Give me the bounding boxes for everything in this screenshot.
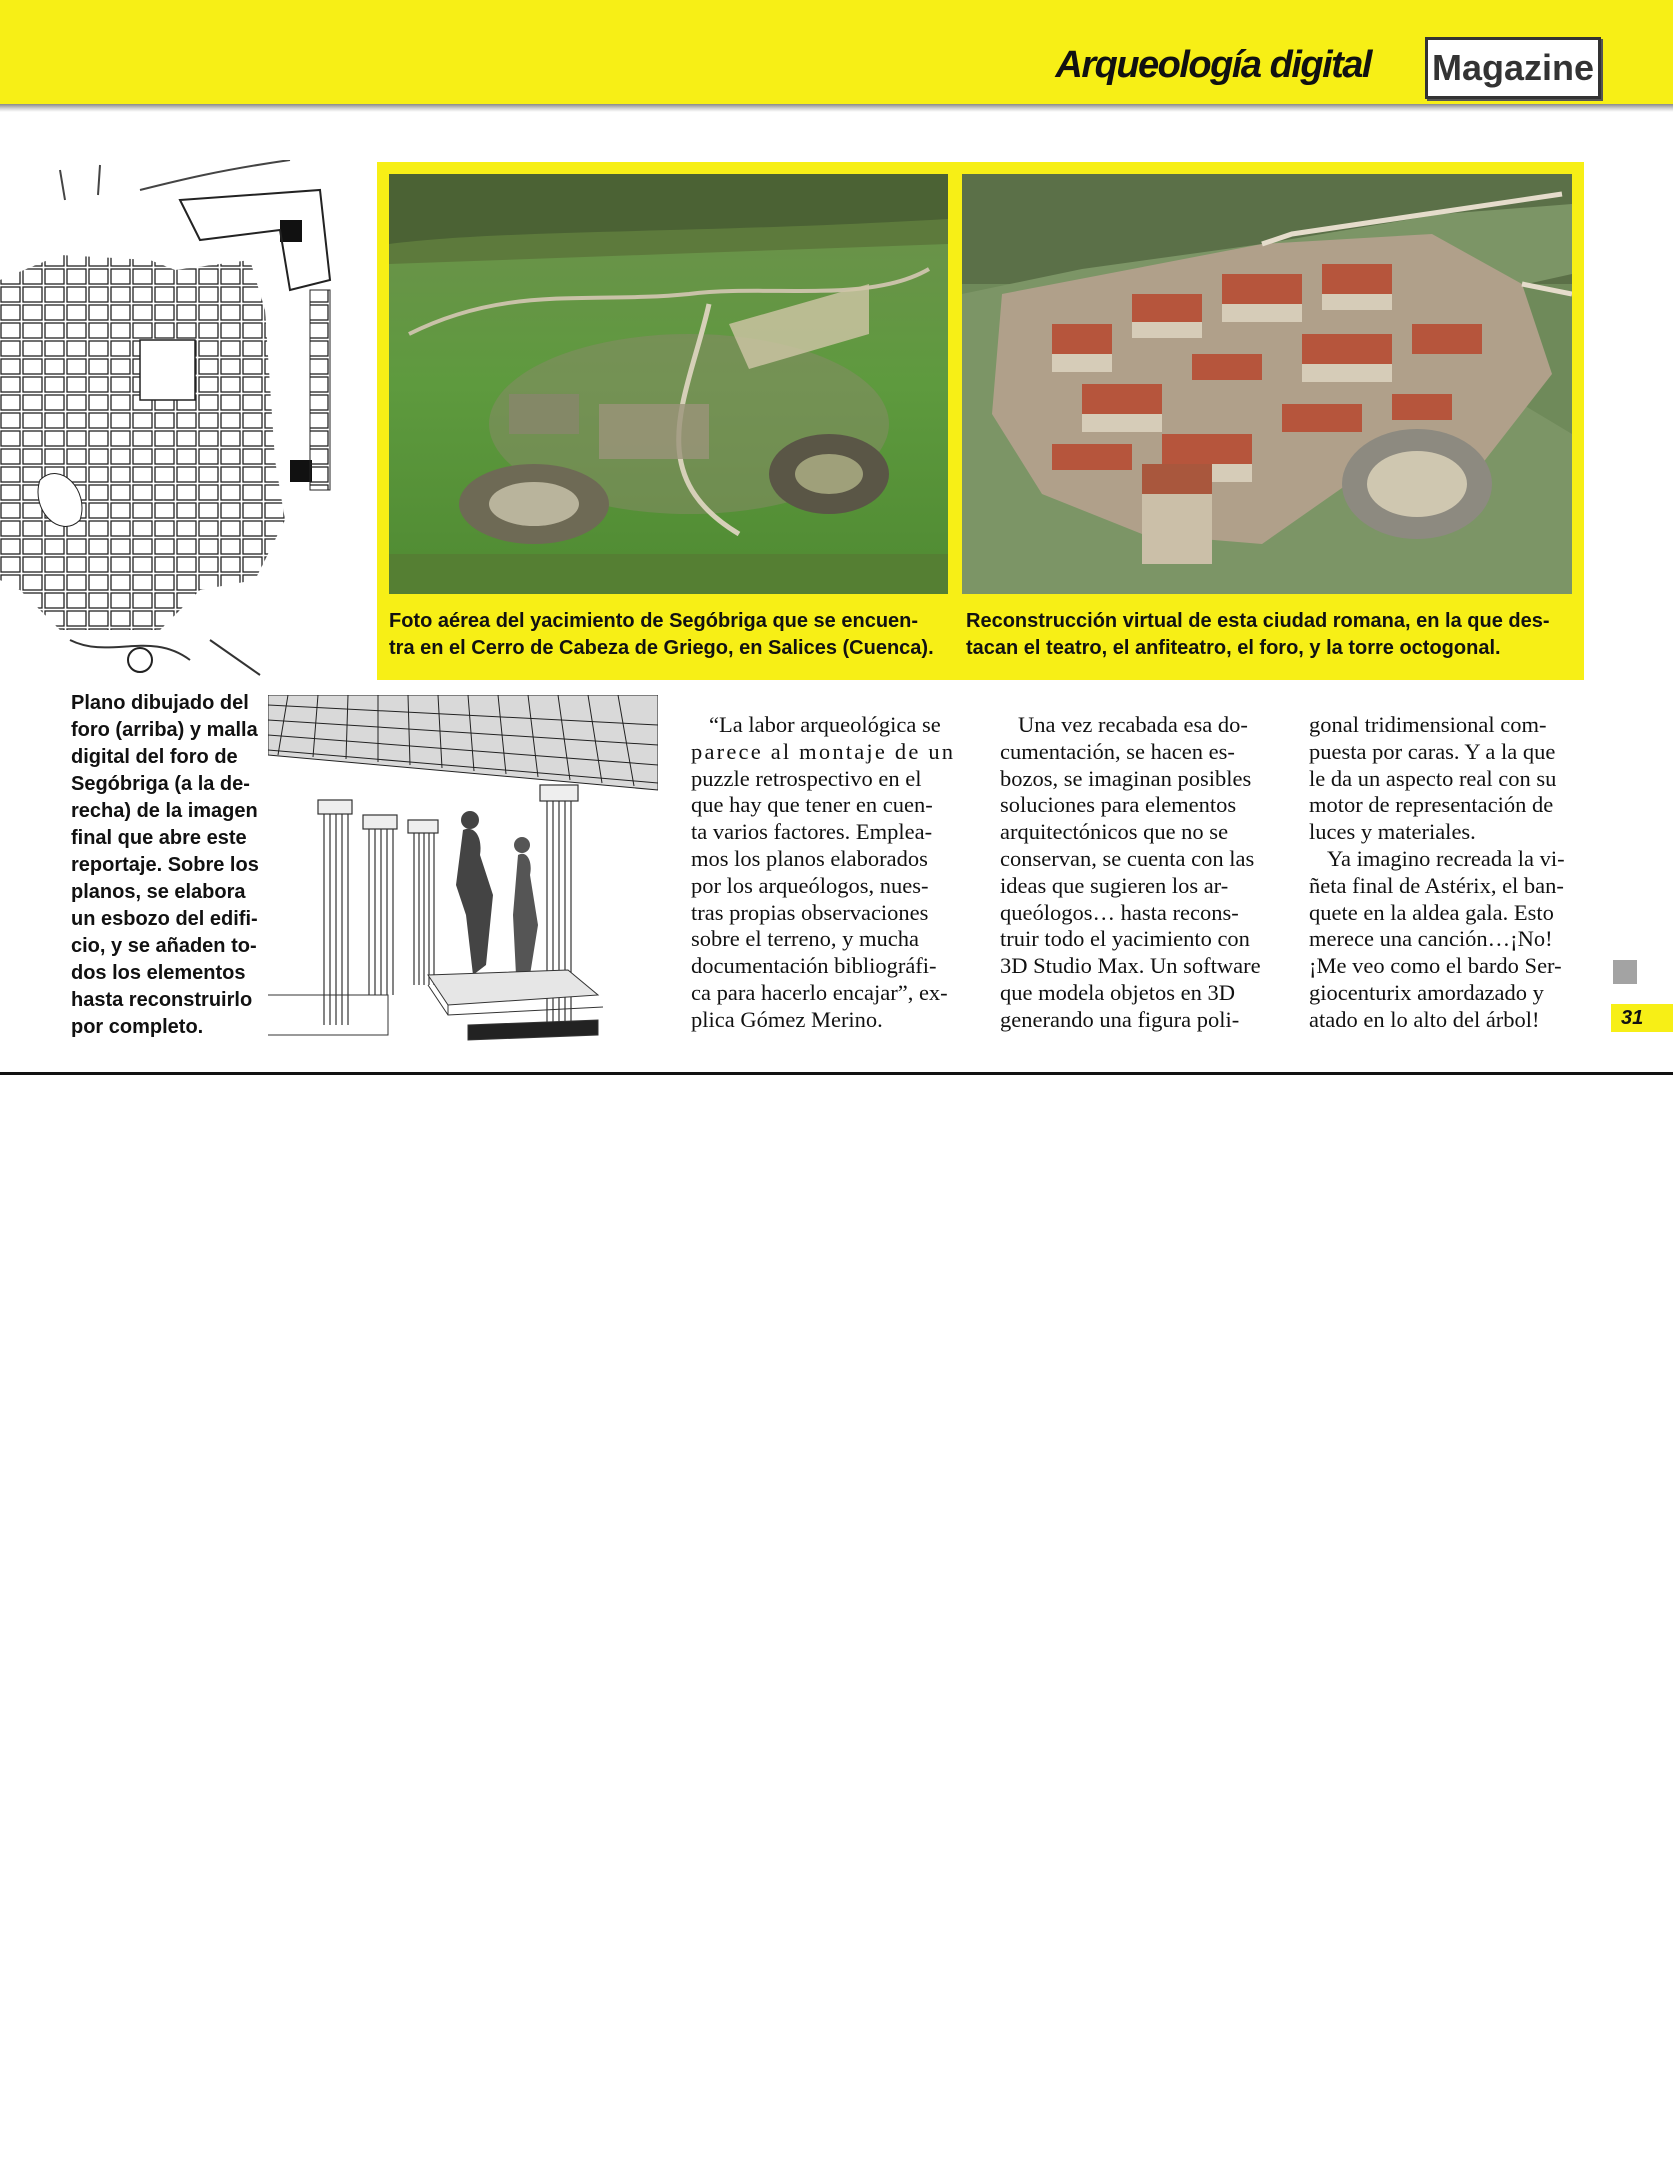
caption-line: Segóbriga (a la de- (71, 773, 250, 795)
caption-line: digital del foro de (71, 746, 238, 768)
reconstruction-caption (966, 608, 1550, 662)
magazine-badge (1425, 37, 1601, 99)
caption-line: planos, se elabora (71, 881, 246, 903)
caption-line: Foto aérea del yacimiento de Segóbriga que se encuen- (389, 610, 919, 632)
article-line: por los arqueólogos, nues- (691, 872, 929, 898)
article-line: ideas que sugieren los ar- (1000, 872, 1229, 898)
article-line: bozos, se imaginan posibles (1000, 765, 1252, 791)
article-line: arquitectónicos que no se (1000, 819, 1229, 845)
aerial-photo (389, 174, 948, 594)
article-line: ta varios factores. Emplea- (691, 819, 933, 845)
caption-line: foro (arriba) y malla (71, 719, 258, 741)
article-line: “La labor arqueológica se (709, 712, 941, 737)
article-line: giocenturix amordazado y (1309, 979, 1544, 1005)
caption-line: dos los elementos (71, 962, 246, 984)
article-column-1 (691, 712, 955, 1034)
caption-line: reportaje. Sobre los (71, 854, 259, 876)
caption-line: Reconstrucción virtual de esta ciudad romana, en la que des- (966, 610, 1550, 632)
article-line: conservan, se cuenta con las (1000, 845, 1255, 871)
article-line: ñeta final de Astérix, el ban- (1309, 872, 1564, 898)
header-band (0, 0, 1673, 104)
article-line: soluciones para elementos (1000, 792, 1237, 818)
photo-panel (377, 162, 1584, 680)
article-line: queólogos… hasta recons- (1000, 899, 1239, 925)
magazine-label: Magazine (1431, 47, 1595, 88)
aerial-photo-caption (389, 608, 934, 662)
article-line: ¡Me veo como el bardo Ser- (1309, 953, 1562, 979)
article-column-2 (1000, 712, 1261, 1034)
article-line: gonal tridimensional com- (1309, 712, 1547, 737)
virtual-reconstruction-image (962, 174, 1572, 594)
header-shadow (0, 104, 1673, 112)
article-line: Ya imagino recreada la vi- (1327, 845, 1565, 871)
caption-line: tra en el Cerro de Cabeza de Griego, en Salices (Cuenca). (389, 637, 934, 659)
article-line: truir todo el yacimiento con (1000, 926, 1250, 952)
article-line: que modela objetos en 3D (1000, 979, 1235, 1005)
article-line: luces y materiales. (1309, 819, 1476, 845)
caption-line: final que abre este (71, 827, 247, 849)
caption-line: recha) de la imagen (71, 800, 258, 822)
article-line: motor de representación de (1309, 792, 1554, 818)
caption-line: cio, y se añaden to- (71, 935, 257, 957)
article-line: merece una canción…¡No! (1309, 926, 1553, 952)
article-line: plica Gómez Merino. (691, 1006, 883, 1032)
article-column-3 (1309, 712, 1565, 1034)
article-line: puzzle retrospectivo en el (691, 765, 922, 791)
caption-line: Plano dibujado del (71, 692, 249, 714)
article-line: le da un aspecto real con su (1309, 765, 1557, 791)
bottom-rule (0, 1072, 1673, 1075)
section-title: Arqueología digital (1055, 44, 1371, 86)
article-line: mos los planos elaborados (691, 845, 928, 871)
caption-line: un esbozo del edifi- (71, 908, 258, 930)
page-number-tab (1611, 1004, 1673, 1032)
plan-caption (71, 690, 259, 1041)
article-line: tras propias observaciones (691, 899, 929, 925)
article-line: parece al montaje de un (691, 738, 956, 764)
article-line: sobre el terreno, y mucha (691, 926, 920, 952)
article-line: Una vez recabada esa do- (1018, 712, 1248, 737)
end-mark-square (1613, 960, 1637, 984)
article-line: cumentación, se hacen es- (1000, 738, 1235, 764)
forum-wireframe-mesh (268, 695, 658, 1060)
caption-line: tacan el teatro, el anfiteatro, el foro, y la torre octogonal. (966, 637, 1501, 659)
article-line: quete en la aldea gala. Esto (1309, 899, 1554, 925)
article-line: atado en lo alto del árbol! (1309, 1006, 1540, 1032)
article-line: 3D Studio Max. Un software (1000, 953, 1261, 979)
forum-plan-drawing (0, 160, 350, 688)
article-line: generando una figura poli- (1000, 1006, 1240, 1032)
caption-line: por completo. (71, 1016, 204, 1038)
article-line: puesta por caras. Y a la que (1309, 738, 1556, 764)
article-line: documentación bibliográfi- (691, 953, 937, 979)
article-line: que hay que tener en cuen- (691, 792, 933, 818)
article-line: ca para hacerlo encajar”, ex- (691, 979, 948, 1005)
caption-line: hasta reconstruirlo (71, 989, 253, 1011)
page-number: 31 (1621, 1007, 1644, 1029)
